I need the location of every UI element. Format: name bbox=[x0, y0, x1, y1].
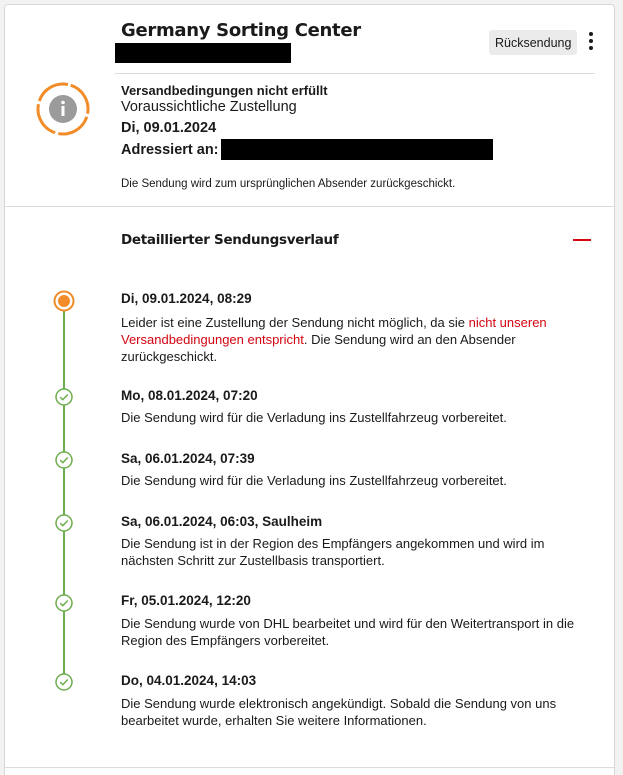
event-date: Di, 09.01.2024, 08:29 bbox=[121, 291, 252, 306]
shipment-card bbox=[4, 4, 615, 775]
check-icon bbox=[55, 673, 73, 691]
expected-delivery-label: Voraussichtliche Zustellung bbox=[121, 99, 297, 115]
event-text: Die Sendung wird für die Verladung ins Zustellfahrzeug vorbereitet. bbox=[121, 410, 507, 425]
event-text: Die Sendung wurde von DHL bearbeitet und wird für den Weitertransport in die Region des Empfängers vorbereitet. bbox=[121, 616, 575, 648]
redacted-address bbox=[221, 139, 493, 160]
event-text-part: . Die Sendung wird an den Absender zurückgeschickt. bbox=[121, 332, 516, 364]
more-options-icon[interactable] bbox=[583, 30, 599, 52]
divider bbox=[5, 767, 614, 768]
event-date: Sa, 06.01.2024, 07:39 bbox=[121, 451, 255, 466]
timeline-line bbox=[63, 311, 65, 681]
shipping-conditions-link[interactable]: nicht unseren Versandbedingungen entspricht bbox=[121, 315, 547, 347]
divider bbox=[115, 73, 595, 74]
history-title: Detaillierter Sendungsverlauf bbox=[121, 232, 339, 248]
event-date: Mo, 08.01.2024, 07:20 bbox=[121, 388, 258, 403]
return-button[interactable]: Rücksendung bbox=[489, 30, 577, 55]
status-heading: Versandbedingungen nicht erfüllt bbox=[121, 83, 328, 98]
expected-delivery-date: Di, 09.01.2024 bbox=[121, 120, 217, 136]
check-icon bbox=[55, 594, 73, 612]
addressed-to-label: Adressiert an: bbox=[121, 142, 219, 158]
event-text: Die Sendung wird für die Verladung ins Zustellfahrzeug vorbereitet. bbox=[121, 473, 507, 488]
event-date: Do, 04.01.2024, 14:03 bbox=[121, 673, 257, 688]
current-status-icon bbox=[53, 290, 75, 312]
check-icon bbox=[55, 451, 73, 469]
event-date: Sa, 06.01.2024, 06:03, Saulheim bbox=[121, 514, 323, 529]
event-date: Fr, 05.01.2024, 12:20 bbox=[121, 593, 251, 608]
divider bbox=[5, 206, 614, 207]
page-title: Germany Sorting Center bbox=[121, 20, 361, 41]
event-text bbox=[121, 314, 591, 365]
check-icon bbox=[55, 514, 73, 532]
minus-icon[interactable] bbox=[571, 231, 593, 247]
event-text-part: Leider ist eine Zustellung der Sendung nicht möglich, da sie bbox=[121, 315, 469, 330]
event-text: Die Sendung wurde elektronisch angekündigt. Sobald die Sendung von uns bearbeitet wurde, erhalten Sie weitere Informationen. bbox=[121, 696, 557, 728]
check-icon bbox=[55, 388, 73, 406]
status-note: Die Sendung wird zum ursprünglichen Absender zurückgeschickt. bbox=[121, 178, 456, 190]
event-text: Die Sendung ist in der Region des Empfängers angekommen und wird im nächsten Schritt zur Zustellbasis transportiert. bbox=[121, 536, 545, 568]
info-icon bbox=[35, 81, 91, 137]
redacted-tracking-number bbox=[115, 43, 291, 63]
